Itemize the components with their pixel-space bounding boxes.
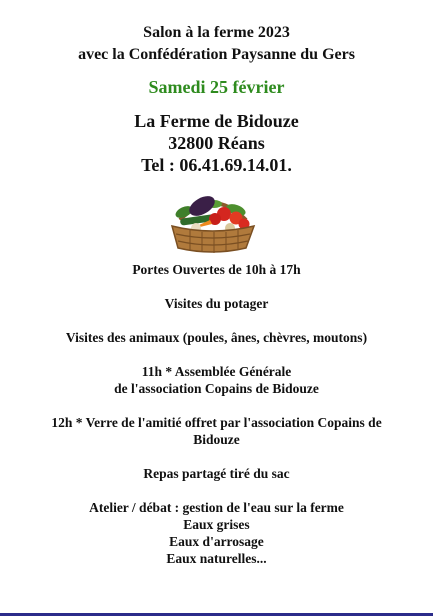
title-line-1: Salon à la ferme 2023 bbox=[143, 24, 290, 41]
shared-meal: Repas partagé tiré du sac bbox=[143, 466, 290, 481]
event-date: Samedi 25 février bbox=[148, 77, 285, 97]
farm-name: La Ferme de Bidouze bbox=[134, 111, 299, 131]
water-grey: Eaux grises bbox=[183, 517, 250, 532]
garden-visits: Visites du potager bbox=[164, 296, 269, 311]
vegetable-basket-icon bbox=[166, 190, 258, 254]
farm-phone: Tel : 06.41.69.14.01. bbox=[141, 155, 292, 175]
water-irrigation: Eaux d'arrosage bbox=[169, 534, 264, 549]
drink-line-2: Bidouze bbox=[193, 432, 240, 447]
workshop: Atelier / débat : gestion de l'eau sur la ferme bbox=[89, 500, 344, 515]
assembly-line-2: de l'association Copains de Bidouze bbox=[114, 381, 319, 396]
farm-postal-city: 32800 Réans bbox=[168, 133, 265, 153]
drink-line-1: 12h * Verre de l'amitié offret par l'association Copains de bbox=[51, 415, 382, 430]
animal-visits: Visites des animaux (poules, ânes, chèvres, moutons) bbox=[65, 330, 368, 345]
assembly-line-1: 11h * Assemblée Générale bbox=[141, 364, 292, 379]
open-house: Portes Ouvertes de 10h à 17h bbox=[132, 262, 301, 277]
title-line-2: avec la Confédération Paysanne du Gers bbox=[78, 46, 355, 63]
water-natural: Eaux naturelles... bbox=[166, 551, 267, 566]
